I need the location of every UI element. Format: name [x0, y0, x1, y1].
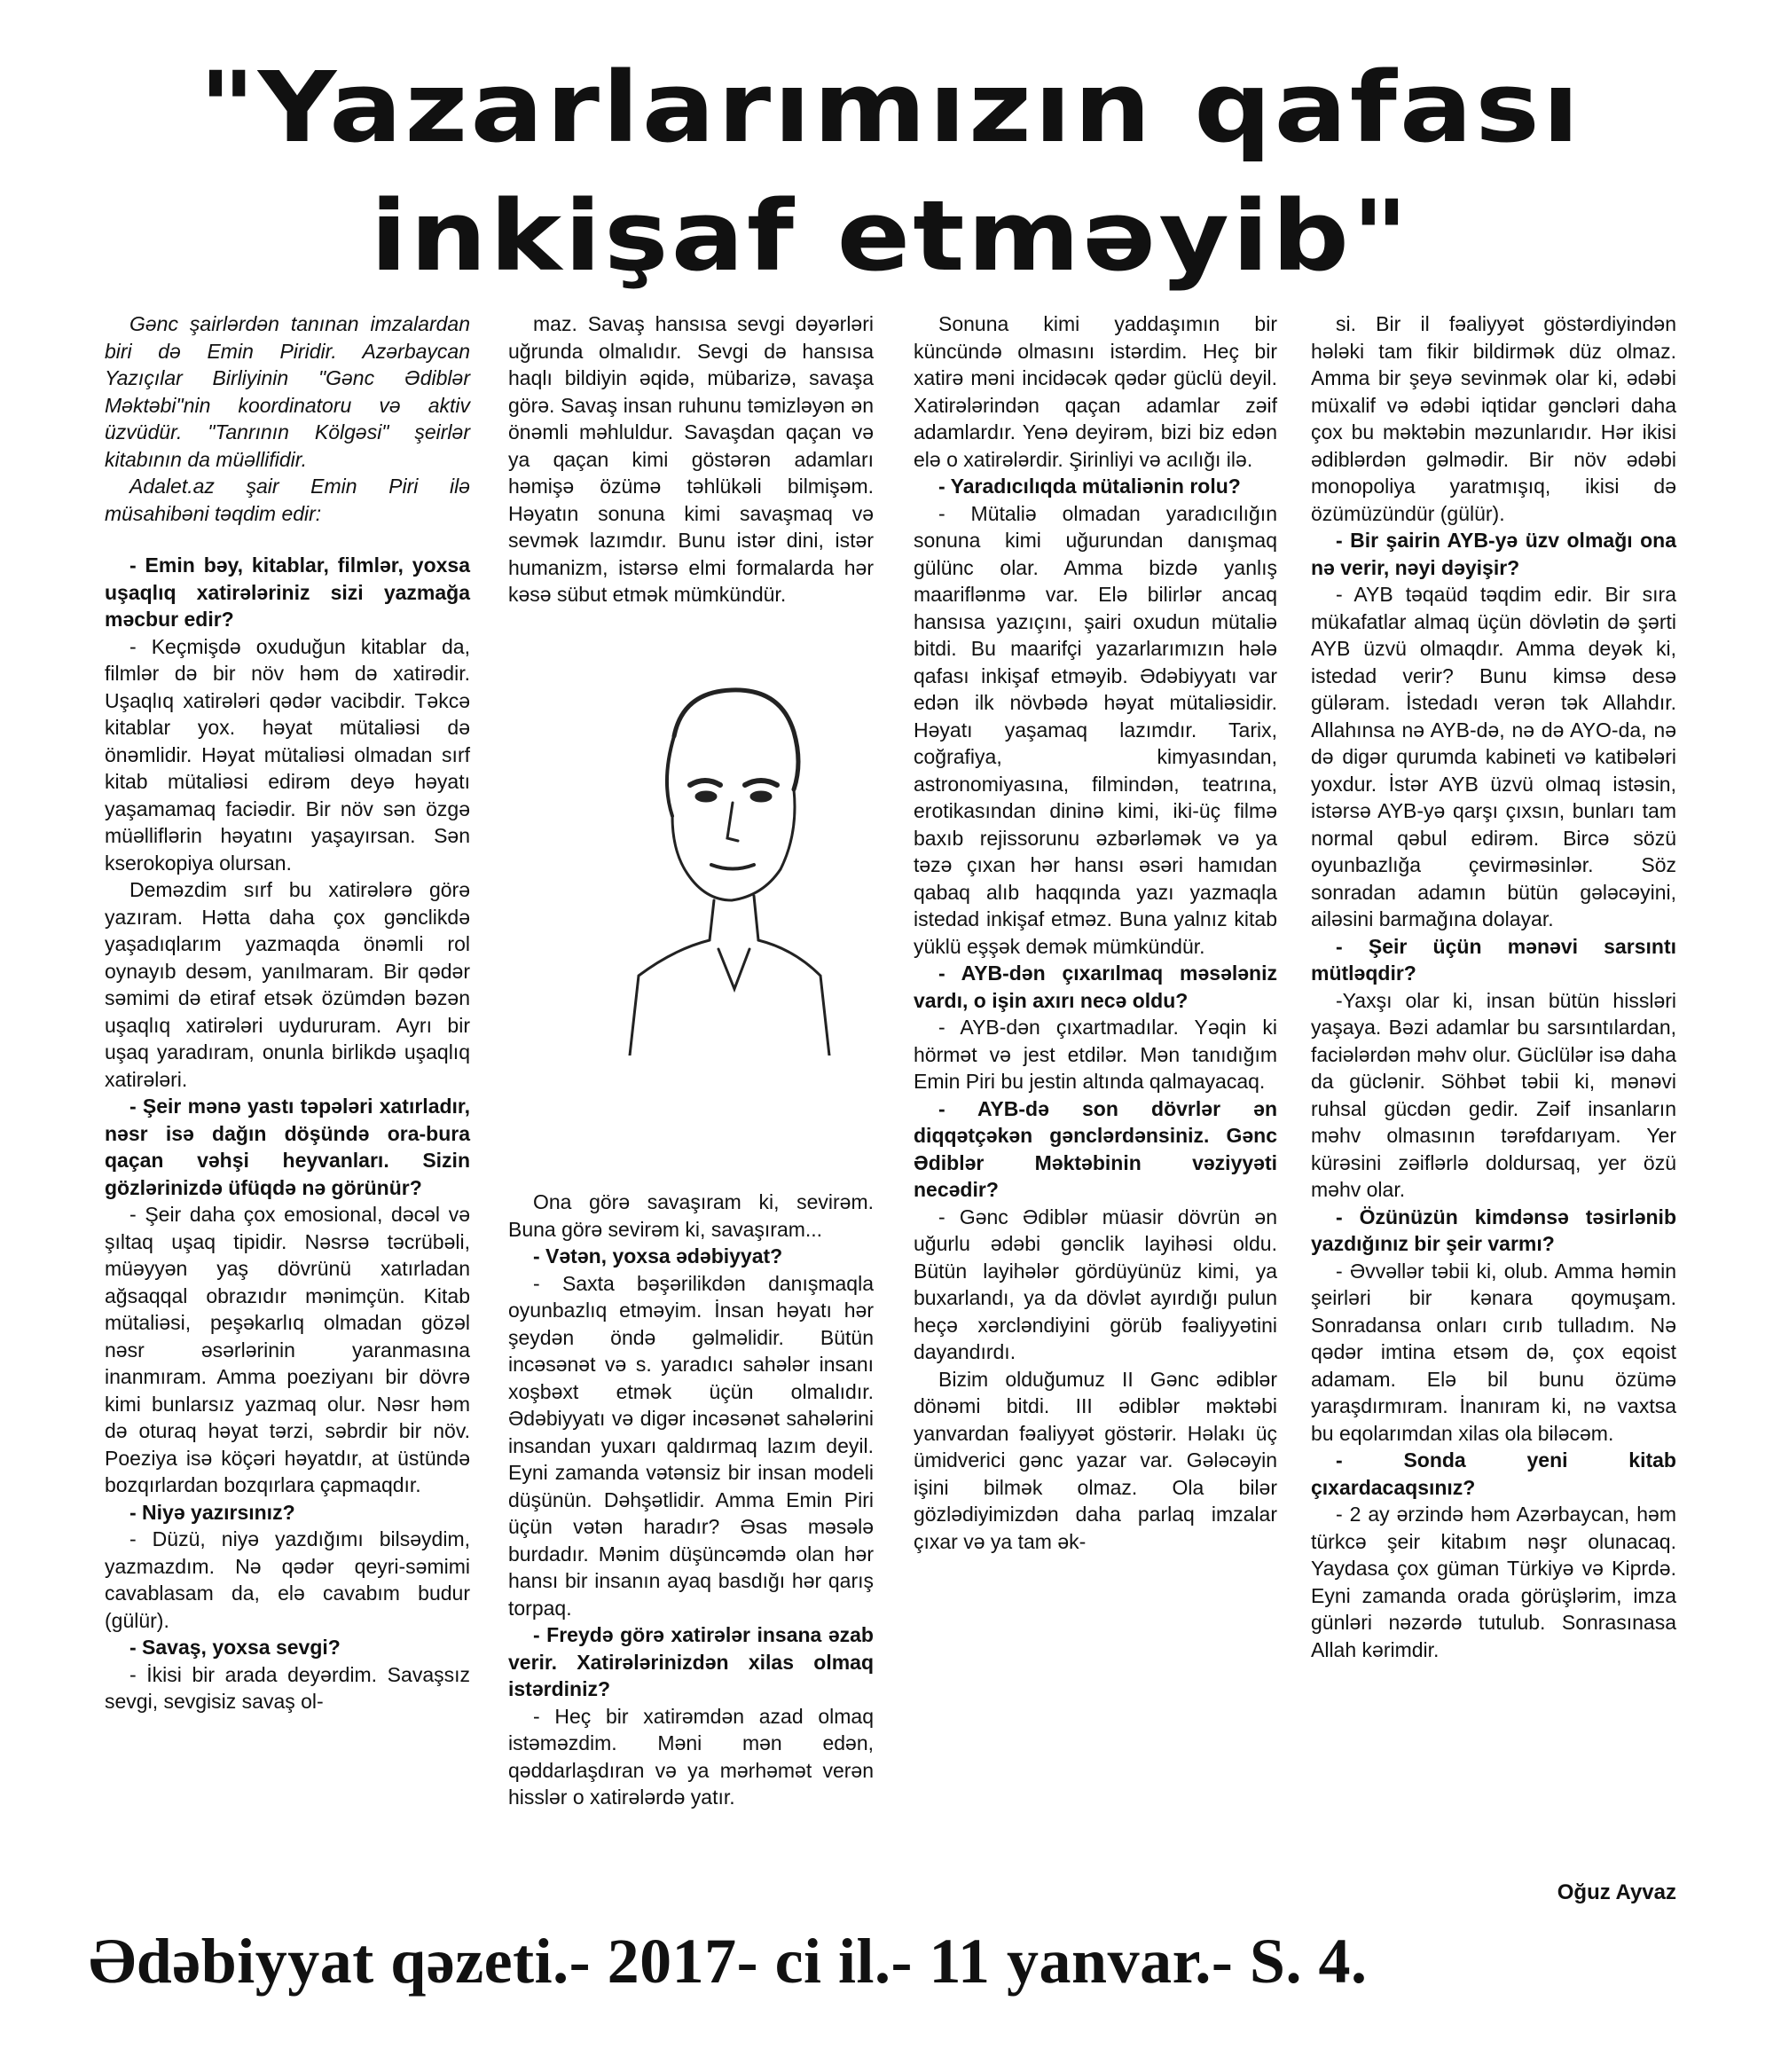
interview-question: - Niyə yazırsınız?	[129, 1500, 295, 1524]
paragraph: - Əvvəllər təbii ki, olub. Amma həmin şeirləri bir kənara qoymuşam. Sonradansa onları cırıb tulladım. Nə qədər imtina etsəm də, çox eqoist adamam. Elə bil bunu özümə yaraşdırmıram. İnanıram ki, nə vaxtsa bu eqolarımdan xilas ola biləcəm.	[1311, 1259, 1676, 1445]
paragraph: Adalet.az şair Emin Piri ilə müsahibəni təqdim edir:	[105, 475, 470, 525]
interview-question: - Emin bəy, kitablar, filmlər, yoxsa uşaqlıq xatirələriniz sizi yazmağa məcbur edir?	[105, 553, 470, 631]
paragraph: - 2 ay ərzində həm Azərbaycan, həm türkcə şeir kitabım nəşr olunacaq. Yaydasa çox güman Türkiyə və Kiprdə. Eyni zamanda orada görüşlərim, imza günləri nəzərdə tutulub. Sonrasınasa Allah kərimdir.	[1311, 1503, 1676, 1661]
interview-question: - Vətən, yoxsa ədəbiyyat?	[533, 1244, 783, 1268]
interview-question: - Savaş, yoxsa sevgi?	[129, 1636, 341, 1659]
paragraph: Sonuna kimi yaddaşımın bir küncündə olmasını istərdim. Heç bir xatirə məni incidəcək qədər güclü deyil. Xatirələrindən qaçan adamlar zəif adamlardır. Yenə deyirəm, bizi biz edən elə o xatirələrdir. Şirinliyi və acılığı ilə.	[914, 312, 1277, 471]
paragraph: si. Bir il fəaliyyət göstərdiyindən hələki tam fikir bildirmək düz olmaz. Amma bir şeyə sevinmək olar ki, ədəbi müxalif və ədəbi iqtidar gəncləri daha çox bu məktəbin məzunlarıdır. Hər ikisi ədiblərdən gəlmədir. Bir növ ədəbi monopoliya yaratmışıq, ikisi də özümüzündür (gülür).	[1311, 312, 1676, 525]
paragraph: - Mütaliə olmadan yaradıcılığın sonuna kimi uğurundan danışmaq gülünc olar. Amma bizdə yanlış maariflənmə var. Elə bilirlər ancaq hansısa yazıçını, şairi oxudun mütaliə bitdi. Bu maarifçi yazarlarımızın hələ qafası inkişaf etməyib. Ədəbiyyatı var edən ilk növbədə həyat mütaliəsidir. Həyatı yaşamaq lazımdır. Tarix, coğrafiya, kimyasından, astronomiyasına, filmindən, teatrına, erotikasından dininə kimi, iki-üç filmə baxıb rejissorunu əzbərləmək və ya təzə çıxan hər hansı əsəri hamıdan qabaq alıb haqqında yazı yazmaqla istedad inkişaf etməz. Buna yalnız kitab yüklü eşşək demək mümkündür.	[914, 501, 1277, 958]
headline-line-1: "Yazarlarımızın qafası	[199, 51, 1582, 164]
interview-question: - Şeir üçün mənəvi sarsıntı mütləqdir?	[1311, 934, 1676, 985]
interview-question: - Özünüzün kimdənsə təsirlənib yazdığınız bir şeir varmı?	[1311, 1205, 1676, 1255]
article-column-1	[105, 310, 470, 1715]
headline-line-2: inkişaf etməyib"	[370, 179, 1411, 293]
interview-question: - AYB-də son dövrlər ən diqqətçəkən gənclərdənsiniz. Gənc Ədiblər Məktəbinin vəziyyəti necədir?	[914, 1096, 1277, 1201]
interview-question: - Bir şairin AYB-yə üzv olmağı ona nə verir, nəyi dəyişir?	[1311, 529, 1676, 579]
article-column-2	[508, 310, 874, 608]
paragraph: - AYB-dən çıxartmadılar. Yəqin ki hörmət və jest etdilər. Mən tanıdığım Emin Piri bu jestin altında qalmayacaq.	[914, 1016, 1277, 1093]
author-photo	[621, 683, 834, 1056]
interview-question: - AYB-dən çıxarılmaq məsələniz vardı, o işin axırı necə oldu?	[914, 961, 1277, 1012]
interview-question: - Freydə görə xatirələr insana əzab verir. Xatirələrinizdən xilas olmaq istərdiniz?	[508, 1623, 874, 1700]
paragraph: - Düzü, niyə yazdığımı bilsəydim, yazmazdım. Nə qədər qeyri-səmimi cavablasam da, elə cavabım budur (gülür).	[105, 1527, 470, 1632]
paragraph: Bizim olduğumuz II Gənc ədiblər dönəmi bitdi. III ədiblər məktəbi yanvardan fəaliyyət göstərir. Həlakı üç ümidverici gənc yazar var. Gələcəyin işini bilmək olmaz. Ola bilər gözlədiyimizdən daha parlaq imzalar çıxar və ya tam ək-	[914, 1367, 1277, 1553]
interview-question: - Şeir mənə yastı təpələri xatırladır, nəsr isə dağın döşündə ora-bura qaçan vəhşi heyvanları. Sizin gözlərinizdə üfüqdə nə görünür?	[105, 1095, 470, 1199]
paragraph: - Gənc Ədiblər müasir dövrün ən uğurlu ədəbi gənclik layihəsi oldu. Bütün layihələr gördüyünüz kimi, ya buxarlandı, ya da dövlət ayırdığı pulun heçə xərcləndiyini görüb fəaliyyətini dayandırdı.	[914, 1205, 1277, 1363]
source-citation: Ədəbiyyat qəzeti.- 2017- ci il.- 11 yanvar.- S. 4.	[89, 1926, 1368, 1997]
author-byline: Oğuz Ayvaz	[1557, 1880, 1676, 1904]
paragraph: - İkisi bir arada deyərdim. Savaşsız sevgi, sevgisiz savaş ol-	[105, 1662, 470, 1713]
interview-question: - Yaradıcılıqda mütaliənin rolu?	[938, 475, 1241, 498]
paragraph: - Saxta bəşərilikdən danışmaqla oyunbazlıq etməyim. İnsan həyatı hər şeydən öndə gəlməlidir. Bütün incəsənət və s. yaradıcı sahələr insanı xoşbəxt etmək üçün olmalıdır. Ədəbiyyatı və digər incəsənət sahələrini insandan yuxarı qaldırmaq lazım deyil. Eyni zamanda vətənsiz bir insan modeli düşünün. Dəhşətlidir. Amma Emin Piri üçün vətən haradır? Əsas məsələ burdadır. Mənim düşüncəmdə olan hər hansı bir insanın ayaq basdığı hər qarış torpaq.	[508, 1271, 874, 1620]
paragraph: -Yaxşı olar ki, insan bütün hissləri yaşaya. Bəzi adamlar bu sarsıntılardan, faciələrdən məhv olur. Güclülər isə daha da güclənir. Söhbət təbii ki, mənəvi ruhsal gücdən gedir. Zəif insanların məhv olmasının tərəfdarıyam. Yer kürəsini zəiflərlə doldursaq, yer özü məhv olar.	[1311, 988, 1676, 1201]
article-column-2-lower	[508, 1189, 874, 1811]
interview-question: - Sonda yeni kitab çıxardacaqsınız?	[1311, 1448, 1676, 1499]
paragraph: Deməzdim sırf bu xatirələrə görə yazıram. Hətta daha çox gənclikdə yaşadıqlarım yazmaqda önəmli rol oynayıb desəm, yanılmaram. Bir qədər səmimi də etiraf etsək özümdən bəzən uşaqlıq xatirələri uydururam. Ayrı bir uşaq yaradıram, onunla birlikdə uşaqlıq xatirələri.	[105, 878, 470, 1091]
paragraph: Gənc şairlərdən tanınan imzalardan biri də Emin Piridir. Azərbaycan Yazıçılar Birliyinin "Gənc Ədiblər Məktəbi"nin koordinatoru və aktiv üzvüdür. "Tanrının Kölgəsi" şeirlər kitabının da müəllifidir.	[105, 312, 470, 471]
paragraph: maz. Savaş hansısa sevgi dəyərləri uğrunda olmalıdır. Sevgi də hansısa haqlı bildiyin əqidə, mübarizə, savaşa görə. Savaş insan ruhunu təmizləyən ən önəmli məhluldur. Savaşdan qaçan və ya qaçan kimi göstərən adamları həmişə özümə təhlükəli bilmişəm. Həyatın sonuna kimi savaşmaq və sevmək lazımdır. Bunu istər dini, istər humanizm, istərsə elmi formalarda hər kəsə sübut etmək mümkündür.	[508, 312, 874, 606]
article-column-4	[1311, 310, 1676, 1663]
paragraph: - AYB təqaüd təqdim edir. Bir sıra mükafatlar almaq üçün dövlətin də şərti AYB üzvü olmaqdır. Amma deyək ki, istedad verir? Bunu kimsə desə güləram. İstedadı verən tək Allahdır. Allahınsa nə AYB-də, nə də AYO-da, nə də digər qurumda kabineti və katibələri yoxdur. İstər AYB üzvü olmaq istəsin, istərsə AYB-yə qarşı çıxsın, bunları tam normal qəbul edirəm. Bircə sözü oyunbazlığa çevirməsinlər. Söz sonradan adamın bütün gələcəyini, ailəsini barmağına dolayar.	[1311, 583, 1676, 930]
article-column-3	[914, 310, 1277, 1555]
paragraph: Ona görə savaşıram ki, sevirəm. Buna görə sevirəm ki, savaşıram...	[508, 1190, 874, 1241]
paragraph: - Heç bir xatirəmdən azad olmaq istəməzdim. Məni mən edən, qəddarlaşdıran və ya mərhəmət verən hisslər o xatirələrdə yatır.	[508, 1704, 874, 1809]
paragraph: - Keçmişdə oxuduğun kitablar da, filmlər də bir növ həm də xatirədir. Uşaqlıq xatirələri qədər vacibdir. Təkcə kitablar yox. həyat mütaliəsi də önəmlidir. Həyat mütaliəsi olmadan sırf kitab mütaliəsi edirəm deyə həyatı yaşamamaq faciədir. Bir növ sən özgə müəlliflərin həyatını yaşayırsan. Sən kserokopiya olursan.	[105, 634, 470, 875]
paragraph: - Şeir daha çox emosional, dəcəl və şıltaq uşaq tipidir. Nəsrsə təcrübəli, müəyyən yaş dövrünü xatırladan ağsaqqal obrazıdır mənimçün. Kitab mütaliəsi, peşəkarlıq olmadan gözəl nəsr əsərlərinin yaranmasına inanmıram. Amma poeziyanı bir dövrə kimi bunlarsız yazmaq olur. Nəsr həm də oturaq həyat tərzi, səbrdir bir növ. Poeziya isə köçəri həyatdır, at üstündə bozqırlardan bozqırlara çapmaqdır.	[105, 1203, 470, 1496]
